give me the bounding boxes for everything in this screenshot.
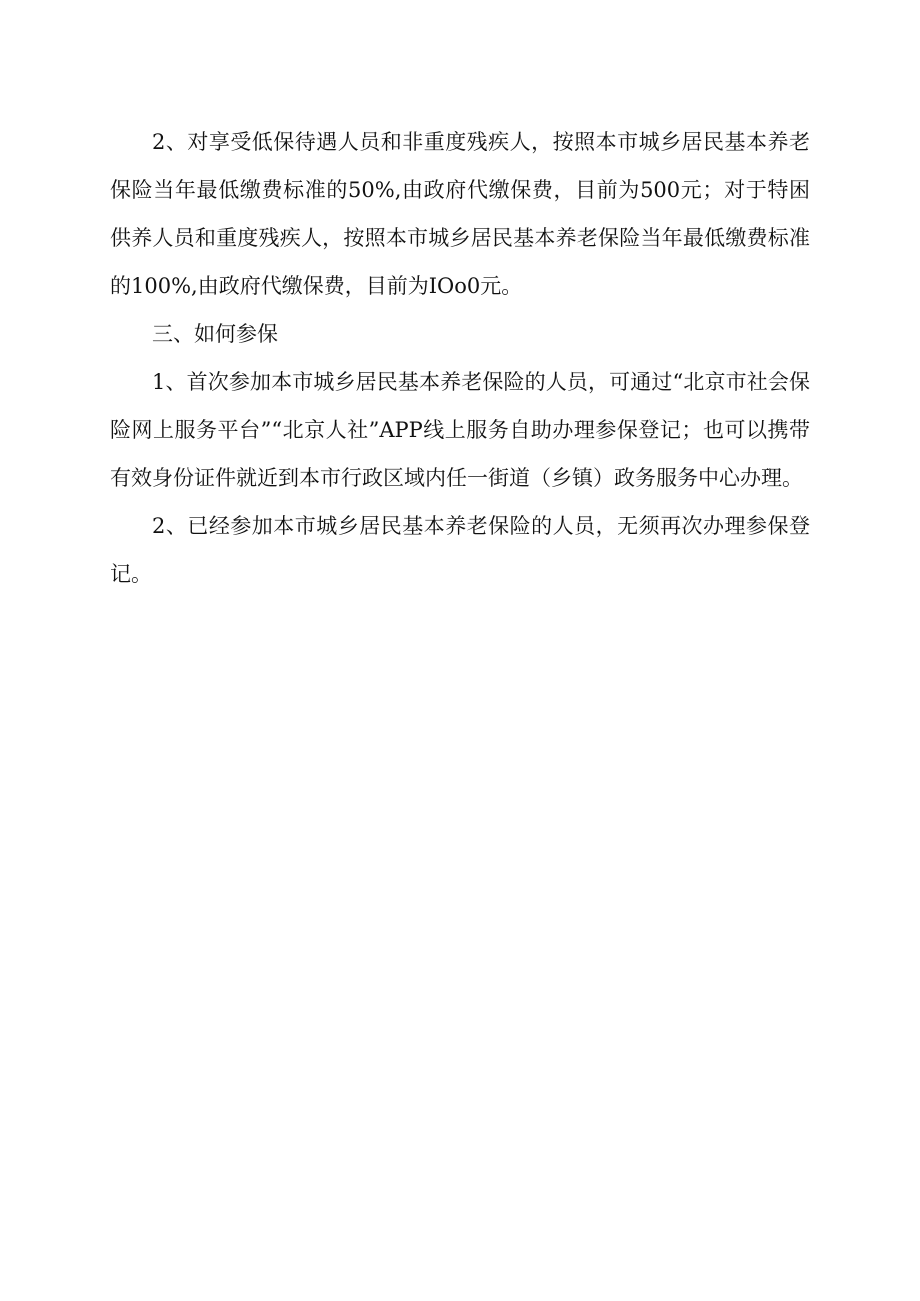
paragraph-already-enrolled: 2、已经参加本市城乡居民基本养老保险的人员，无须再次办理参保登记。	[110, 514, 810, 586]
paragraph-low-income-subsidy: 2、对享受低保待遇人员和非重度残疾人，按照本市城乡居民基本养老保险当年最低缴费标准的50%,由政府代缴保费，目前为500元；对于特困供养人员和重度残疾人，按照本市城乡居民基本养老保险当年最低缴费标准的100%,由政府代缴保费，目前为IOo0元。	[110, 130, 810, 298]
section-heading-how-to-enroll: 三、如何参保	[152, 322, 278, 346]
document-body	[110, 118, 810, 598]
paragraph-first-enrollment: 1、首次参加本市城乡居民基本养老保险的人员，可通过“北京市社会保险网上服务平台”“北京人社”APP线上服务自助办理参保登记；也可以携带有效身份证件就近到本市行政区域内任一街道（乡镇）政务服务中心办理。	[110, 370, 810, 490]
